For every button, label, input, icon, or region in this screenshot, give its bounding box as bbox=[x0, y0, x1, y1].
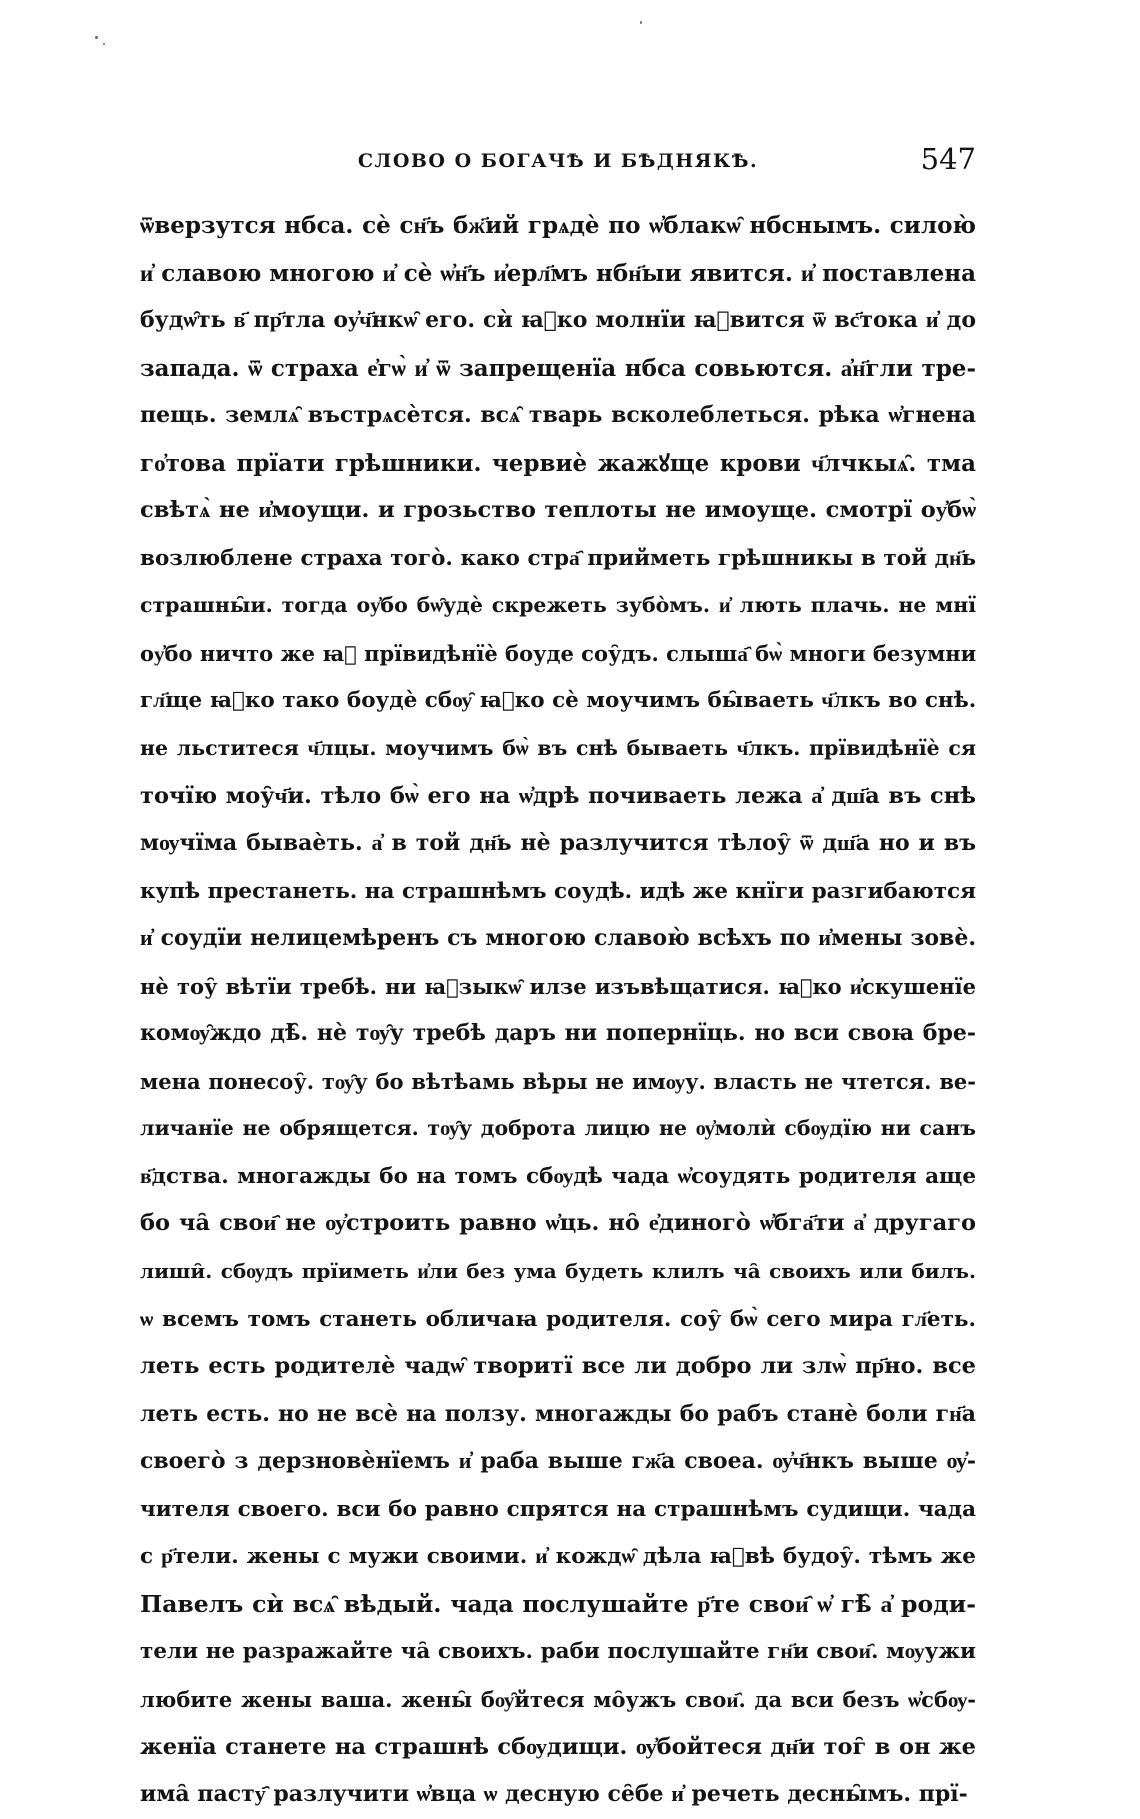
scan-speck bbox=[640, 21, 642, 24]
text-line: пещь. землѧ̑ въстрѧсѐтся. всѧ̑ тварь всколеблеться. рѣка ѡ҆гнена bbox=[140, 402, 976, 429]
text-line: любите жены ваша. жены̑ бѹ̑йтеся мо̑ужъ свои҄. да вси безъ ѡ҆сбѹ- bbox=[140, 1686, 976, 1712]
text-line: не льститеся ч҃лцы. моучимъ бѡ̀ въ снѣ бываеть ч҃лкъ. прївидѣнїѐ ся bbox=[140, 736, 976, 761]
text-line: ѡ всемъ томъ станеть обличаꙗ родителя. соу̑ бѡ̀ сего мира гл҃еть. bbox=[140, 1306, 976, 1332]
page-number: 547 bbox=[920, 142, 976, 176]
text-line: комѹ̑ждо дѣ̑. нѐ тѹ̑у требѣ даръ ни попернїць. но вси своꙗ бре- bbox=[140, 1020, 976, 1047]
running-title: СЛОВО О БОГАЧѢ И БѢДНЯКѢ. bbox=[357, 150, 759, 172]
text-line: мена понесоу̑. тѹ̑у бо вѣтѣамь вѣры не имѹу. власть не чтется. ве- bbox=[140, 1068, 976, 1094]
text-line: тели не разражайте ча̑ своихъ. раби послушайте гн҃и свои҄. мѹужи bbox=[140, 1639, 976, 1665]
text-line: страшны̑и. тогда оу҆бо бѡ̑удѐ скрежеть зубо̀мъ. и҆ лють плачь. не мнї bbox=[140, 593, 976, 618]
text-line: леть есть. но не всѐ на ползу. многажды бо рабъ станѐ боли гн҃а bbox=[140, 1400, 976, 1427]
text-line: свѣтѧ̀ не и҆моущи. и грозьство теплоты не имоуще. смотрї оу҆бѡ̀ bbox=[140, 497, 976, 524]
text-line: и҆ соудїи нелицемѣренъ съ многою славою̀ всѣхъ по и҆мены зовѐ. bbox=[140, 925, 976, 952]
scan-speck bbox=[103, 43, 105, 45]
text-line: своего̀ з дерзновѐнїемъ и҆ раба выше гж҃а своеа. ѹ҆ч҃нкъ выше ѹ҆- bbox=[140, 1448, 976, 1475]
text-line: с р҃тели. жены с мужи своими. и҆ кождѡ̑ дѣла ꙗ҆вѣ будоу̑. тѣмъ же bbox=[140, 1544, 976, 1570]
text-line: лиши̑. сбѹдъ прїиметь и҆ли без ума будеть клилъ ча̑ своихъ или билъ. bbox=[140, 1259, 976, 1284]
text-line: точїю моу̑ч҃и. тѣло бѡ̀ его на ѡ҆дрѣ почиваеть лежа а҆ дш҃а въ снѣ bbox=[140, 782, 976, 809]
text-line: купѣ престанеть. на страшнѣмъ соудѣ. идѣ же кнїги разгибаются bbox=[140, 878, 976, 904]
text-line: мѹчїма бываѐть. а҆ в той дн҃ь нѐ разлучится тѣлоу̑ ѿ дш҃а но и въ bbox=[140, 830, 976, 857]
text-line: го҆това прїати грѣшники. червиѐ жажꙋще крови ч҃лчкыѧ̑. тма bbox=[140, 449, 976, 477]
text-line: има̑ пасту҄ разлучити ѡ҆вца ѡ десную се̑бе и҆ речеть десны̑мъ. прї- bbox=[140, 1781, 968, 1808]
text-line: в҃дства. многажды бо на томъ сбѹдѣ чада ѡ҆соудять родителя аще bbox=[140, 1163, 976, 1189]
text-line: оу҆бо ничто же ꙗ҄ прївидѣнїѐ боуде соу̑дъ. слыша҄ бѡ̀ многи безумни bbox=[140, 640, 976, 666]
text-line: женїа станете на страшнѣ сбѹдищи. ѹ҆бойтеся дн҃и тог̑ в он же bbox=[140, 1733, 976, 1760]
text-line: запада. ѿ страха е҆гѡ̀ и҆ ѿ запрещенїа нбса совьются. а҆н҃гли тре- bbox=[140, 354, 976, 382]
text-line: будѡ̑ть в҃ пр҃тла оу҆ч҃нкѡ̑ его. сѝ ꙗ҆ко молнїи ꙗ҆вится ѿ вс҃тока и҆ до bbox=[140, 307, 976, 334]
text-line: возлюблене страха того̀. како стра҄ прийметь грѣшникы в той дн҃ь bbox=[140, 545, 976, 571]
text-line: Павелъ сѝ всѧ̑ вѣдый. чада послушайте р҃те свои҄ ѡ҆ гѣ̑ а҆ роди- bbox=[140, 1589, 976, 1618]
text-line: нѐ тоу̑ вѣтїи требѣ. ни ꙗ҆зыкѡ̑ илзе изъвѣщатися. ꙗ҆ко и҆скушенїе bbox=[140, 973, 976, 999]
text-block bbox=[140, 202, 976, 1819]
text-line: чителя своего. вси бо равно спрятся на страшнѣмъ судищи. чада bbox=[140, 1496, 976, 1522]
text-line: личанїе не обрящется. тѹ̑у доброта лицю не ѹ҆молѝ сбѹдїю ни санъ bbox=[140, 1116, 976, 1141]
running-head bbox=[140, 142, 976, 182]
text-line: гл҃ще ꙗ҆ко тако боудѐ сбѹ̑ ꙗ҆ко сѐ моучимъ бы̑ваеть ч҃лкъ во снѣ. bbox=[140, 688, 976, 714]
text-line: бо ча̑ свои҄ не ѹ҆строить равно ѡ҆ць. но̑ е҆диного̀ ѡ҆бга҃ти а҆ другаго bbox=[140, 1210, 976, 1237]
text-line: ѿверзутся нбса. сѐ сн҃ъ бж҃ий грѧдѐ по ѡ҆блакѡ̑ нбснымъ. силою̀ bbox=[140, 212, 976, 239]
scan-speck bbox=[95, 36, 98, 39]
text-line: и҆ славою многою и҆ сѐ ѡ҆н҃ъ и҆ерл҃мъ нбн҃ыи явится. и҆ поставлена bbox=[140, 259, 976, 287]
text-line: леть есть родителѐ чадѡ̑ творитї все ли добро ли злѡ̀ пр҃но. все bbox=[140, 1353, 976, 1380]
